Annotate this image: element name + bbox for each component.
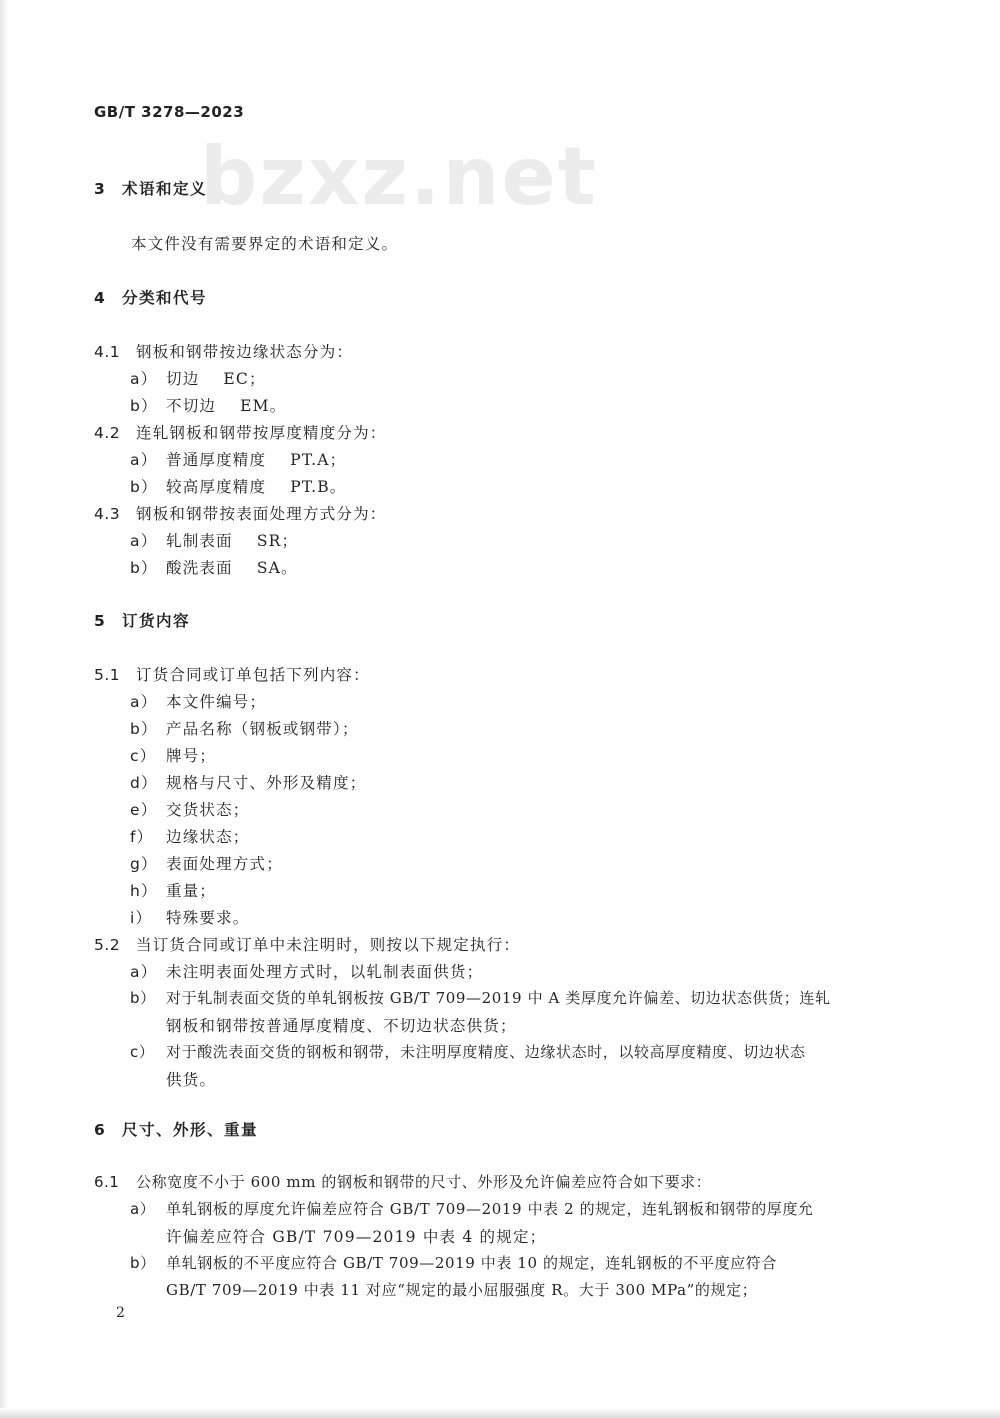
item-label: a） — [130, 963, 158, 981]
section-4-heading — [94, 286, 207, 308]
item-code: EC； — [223, 370, 266, 388]
section-number: 5 — [94, 612, 107, 630]
clause-text: 钢板和钢带按边缘状态分为： — [136, 343, 354, 361]
doc-code: GB/T 3278—2023 — [94, 103, 245, 121]
list-item — [130, 556, 298, 578]
item-continuation: 钢板和钢带按普通厚度精度、不切边状态供货； — [166, 1017, 517, 1035]
item-label: h） — [130, 882, 158, 900]
section-title: 术语和定义 — [122, 180, 208, 198]
item-text: 对于轧制表面交货的单轧钢板按 GB/T 709—2019 中 A 类厚度允许偏差、切边状态供货；连轧 — [166, 989, 831, 1007]
list-item — [130, 394, 286, 416]
item-code: SR； — [256, 532, 299, 550]
item-text: 不切边 — [166, 397, 217, 415]
list-item — [130, 717, 359, 739]
item-continuation: GB/T 709—2019 中表 11 对应“规定的最小屈服强度 R。大于 300 MPa”的规定； — [166, 1281, 758, 1299]
section-title: 分类和代号 — [122, 289, 208, 307]
item-label: e） — [130, 801, 158, 819]
list-item — [130, 475, 347, 497]
item-label: c） — [130, 747, 157, 765]
item-text: 牌号； — [166, 747, 217, 765]
section-title: 尺寸、外形、重量 — [122, 1121, 259, 1139]
item-label: b） — [130, 478, 158, 496]
item-text: 本文件编号； — [166, 693, 267, 711]
clause-4-1 — [94, 340, 353, 362]
clause-5-2 — [94, 933, 520, 955]
item-label: a） — [130, 693, 158, 711]
item-label: b） — [130, 1254, 156, 1272]
list-item — [130, 987, 831, 1008]
page-bottom-shadow — [0, 1408, 1000, 1418]
list-item — [130, 960, 483, 982]
item-code: SA。 — [256, 559, 298, 577]
item-code: EM。 — [240, 397, 287, 415]
item-continuation: 许偏差应符合 GB/T 709—2019 中表 4 的规定； — [166, 1228, 547, 1246]
list-item — [130, 1041, 806, 1062]
section-number: 6 — [94, 1121, 107, 1139]
item-label: d） — [130, 774, 158, 792]
item-text: 边缘状态； — [166, 828, 250, 846]
item-code: PT.A； — [290, 451, 347, 469]
item-text: 产品名称（钢板或钢带）； — [166, 720, 359, 738]
list-item — [130, 1198, 814, 1219]
item-text: 酸洗表面 — [166, 559, 233, 577]
clause-5-1 — [94, 663, 370, 685]
item-text: 对于酸洗表面交货的钢板和钢带，未注明厚度精度、边缘状态时，以较高厚度精度、切边状态 — [166, 1043, 806, 1061]
item-label: c） — [130, 1043, 155, 1061]
list-item — [130, 879, 216, 901]
item-label: g） — [130, 855, 158, 873]
item-text: 切边 — [166, 370, 200, 388]
item-text: 轧制表面 — [166, 532, 233, 550]
list-item — [130, 825, 250, 847]
clause-6-1 — [94, 1171, 711, 1192]
item-label: a） — [130, 451, 158, 469]
item-text: 未注明表面处理方式时，以轧制表面供货； — [166, 963, 484, 981]
item-label: b） — [130, 720, 158, 738]
section-3-heading — [94, 177, 207, 199]
item-text: 单轧钢板的不平度应符合 GB/T 709—2019 中表 10 的规定，连轧钢板的不平度应符合 — [166, 1254, 777, 1272]
item-label: a） — [130, 532, 158, 550]
clause-text: 公称宽度不小于 600 mm 的钢板和钢带的尺寸、外形及允许偏差应符合如下要求： — [136, 1173, 712, 1191]
section-number: 4 — [94, 289, 107, 307]
item-label: b） — [130, 559, 158, 577]
clause-number: 6.1 — [94, 1173, 120, 1191]
item-label: b） — [130, 989, 156, 1007]
item-continuation: 供货。 — [166, 1071, 217, 1089]
list-item — [130, 744, 216, 766]
item-label: f） — [130, 828, 154, 846]
item-text: 重量； — [166, 882, 217, 900]
section-5-heading — [94, 609, 190, 631]
clause-text: 当订货合同或订单中未注明时，则按以下规定执行： — [136, 936, 521, 954]
section-3-body: 本文件没有需要界定的术语和定义。 — [131, 235, 399, 253]
clause-number: 5.2 — [94, 936, 121, 954]
watermark: bzxz.net — [200, 130, 598, 223]
clause-4-2 — [94, 421, 387, 443]
clause-4-3 — [94, 502, 387, 524]
clause-number: 4.3 — [94, 505, 121, 523]
clause-text: 订货合同或订单包括下列内容： — [136, 666, 370, 684]
section-number: 3 — [94, 180, 107, 198]
list-item — [130, 448, 346, 470]
clause-text: 连轧钢板和钢带按厚度精度分为： — [136, 424, 387, 442]
item-text: 表面处理方式； — [166, 855, 283, 873]
clause-text: 钢板和钢带按表面处理方式分为： — [136, 505, 387, 523]
item-label: a） — [130, 370, 158, 388]
item-text: 交货状态； — [166, 801, 250, 819]
item-text: 特殊要求。 — [166, 909, 250, 927]
list-item — [130, 771, 366, 793]
item-text: 规格与尺寸、外形及精度； — [166, 774, 367, 792]
clause-number: 4.2 — [94, 424, 121, 442]
list-item — [130, 1252, 777, 1273]
item-text: 普通厚度精度 — [166, 451, 267, 469]
section-title: 订货内容 — [122, 612, 191, 630]
item-code: PT.B。 — [290, 478, 347, 496]
page-number: 2 — [116, 1305, 125, 1321]
section-6-heading — [94, 1118, 258, 1140]
list-item — [130, 529, 298, 551]
page-edge-shadow — [0, 0, 8, 1418]
list-item — [130, 690, 266, 712]
item-label: b） — [130, 397, 158, 415]
item-text: 较高厚度精度 — [166, 478, 267, 496]
item-label: i） — [130, 909, 153, 927]
item-label: a） — [130, 1200, 156, 1218]
clause-number: 5.1 — [94, 666, 121, 684]
list-item — [130, 852, 283, 874]
list-item — [130, 906, 250, 928]
clause-number: 4.1 — [94, 343, 121, 361]
list-item — [130, 798, 250, 820]
item-text: 单轧钢板的厚度允许偏差应符合 GB/T 709—2019 中表 2 的规定，连轧钢板和钢带的厚度允 — [166, 1200, 814, 1218]
list-item — [130, 367, 266, 389]
